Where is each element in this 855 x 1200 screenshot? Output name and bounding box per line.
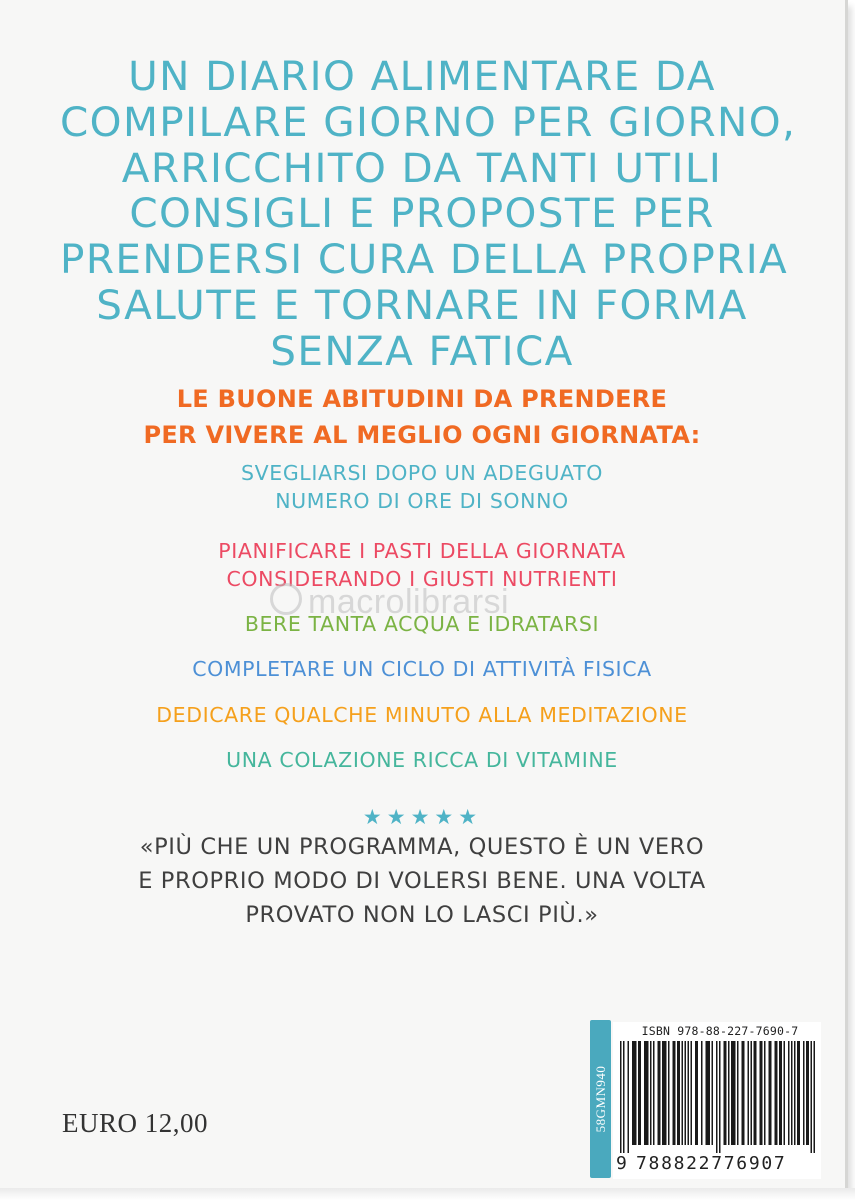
habit-line: UNA COLAZIONE RICCA DI VITAMINE [226,748,618,772]
barcode-bar [644,1041,649,1145]
quote-line: PROVATO NON LO LASCI PIÙ.» [245,902,599,928]
barcode-digits: 788822776907 [636,1153,787,1174]
barcode-bar [716,1041,718,1153]
barcode-bar [623,1041,625,1153]
barcode-bar [803,1041,805,1145]
page-shadow [0,1188,855,1200]
testimonial-quote [60,830,784,932]
barcode-bar [668,1041,670,1145]
watermark-logo-icon [270,583,302,615]
habit-line: DEDICARE QUALCHE MINUTO ALLA MEDITAZIONE [156,703,688,727]
habit-item-sleep [60,459,784,515]
habits-heading-line: LE BUONE ABITUDINI DA PRENDERE [176,385,668,413]
barcode-bar [748,1041,750,1145]
habit-item-exercise [60,655,784,683]
barcode-bar [658,1041,661,1145]
barcode-bar [797,1041,800,1145]
barcode-bar [719,1041,721,1153]
barcode-bar [706,1041,711,1145]
headline-line: SALUTE E TORNARE IN FORMA [96,280,748,329]
barcode-bar [754,1041,757,1145]
barcode-bar [712,1041,714,1145]
barcode-first-digit: 9 [616,1153,627,1174]
barcode-bar [724,1041,727,1145]
barcode-bar [673,1041,676,1145]
barcode-bar [779,1041,782,1145]
habit-line: COMPLETARE UN CICLO DI ATTIVITÀ FISICA [192,657,652,681]
barcode-bar [806,1041,809,1145]
barcode-bar [688,1041,690,1145]
barcode-bar [775,1041,778,1145]
barcode-bar [677,1041,680,1145]
barcode-bar [784,1041,786,1145]
headline-line: PRENDERSI CURA DELLA PROPRIA [60,235,789,284]
habit-line: CONSIDERANDO I GIUSTI NUTRIENTI [226,567,618,591]
habit-line: SVEGLIARSI DOPO UN ADEGUATO [241,461,603,485]
barcode-bar [701,1041,703,1145]
product-code: 58GMN940 [592,1065,608,1133]
barcode-bar [788,1041,790,1145]
barcode-bar [760,1041,763,1145]
headline-line: CONSIGLI E PROPOSTE PER [129,189,715,238]
barcode-bar [751,1041,753,1145]
habits-heading-line: PER VIVERE AL MEGLIO OGNI GIORNATA: [143,421,701,449]
barcode-bar [682,1041,684,1145]
habit-line: NUMERO DI ORE DI SONNO [275,489,569,513]
barcode-bar [695,1041,698,1145]
barcode-bar [691,1041,693,1145]
watermark [270,578,570,626]
barcode-bar [764,1041,766,1145]
barcode-bar [794,1041,796,1145]
barcode-bar [632,1041,637,1145]
rating-stars: ★★★★★ [362,805,483,829]
barcode-bar [814,1041,816,1153]
barcode-bar [638,1041,641,1145]
quote-line: «PIÙ CHE UN PROGRAMMA, QUESTO È UN VERO [139,834,705,860]
headline-line: UN DIARIO ALIMENTARE DA [128,52,716,100]
barcode-bar [685,1041,687,1145]
habit-item-meditation [60,701,784,729]
barcode-icon [618,1041,818,1153]
habit-line: BERE TANTA ACQUA E IDRATARSI [244,612,600,636]
barcode-bar [628,1041,630,1153]
habits-heading [60,381,784,453]
barcode-bar [662,1041,667,1145]
habit-item-breakfast [60,746,784,774]
isbn-label: ISBN 978-88-227-7690-7 [641,1024,799,1038]
barcode-bar [791,1041,793,1145]
habit-line: PIANIFICARE I PASTI DELLA GIORNATA [218,539,626,563]
watermark-text: macrolibrarsi [308,583,510,621]
barcode-bar [769,1041,772,1145]
barcode-bar [620,1041,622,1153]
headline-line: ARRICCHITO DA TANTI UTILI [121,143,723,192]
barcode-bar [653,1041,655,1145]
barcode-bar [731,1041,736,1145]
barcode-bar [811,1041,813,1153]
barcode-bar [737,1041,739,1145]
barcode-bar [728,1041,730,1145]
headline [60,52,797,375]
price-label: EURO 12,00 [62,1108,208,1138]
quote-line: E PROPRIO MODO DI VOLERSI BENE. UNA VOLTA [138,868,706,894]
headline-line: COMPILARE GIORNO PER GIORNO, [60,97,797,146]
barcode-bar [650,1041,652,1145]
barcode-bar [742,1041,745,1145]
headline-line: SENZA FATICA [270,326,574,375]
product-code-strip [590,1020,611,1178]
